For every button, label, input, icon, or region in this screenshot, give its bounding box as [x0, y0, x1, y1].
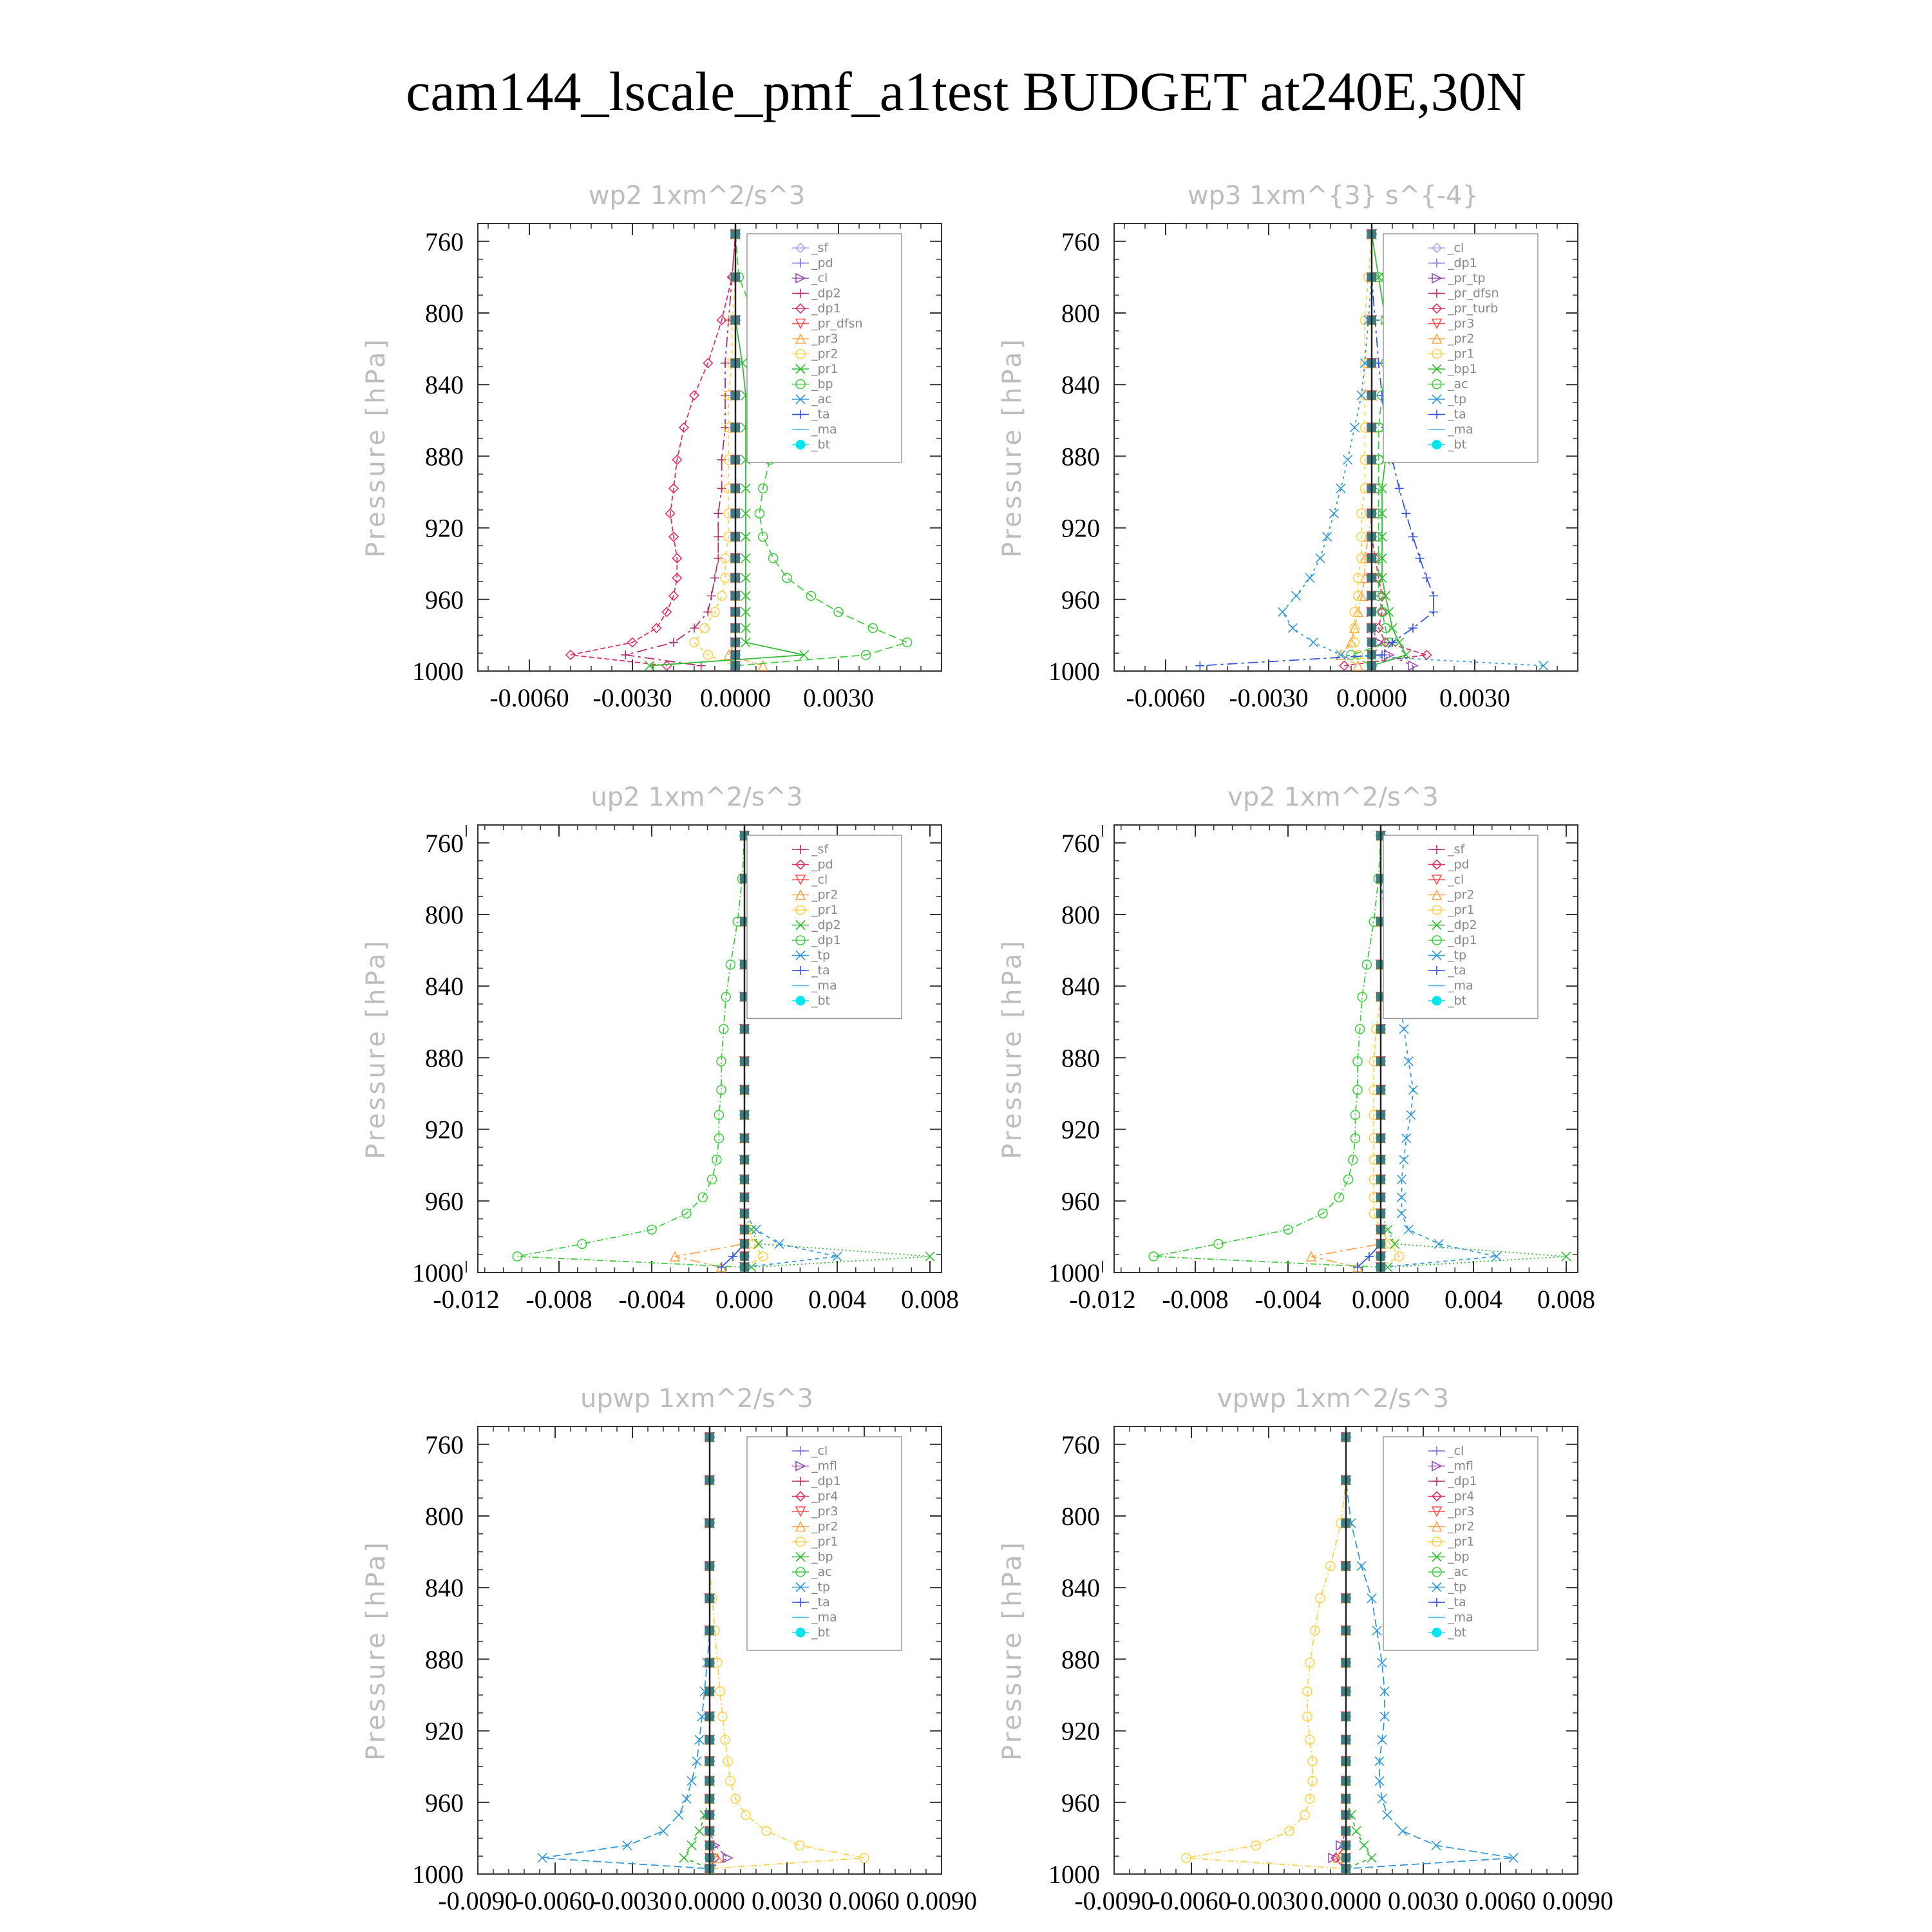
legend-marker: [1432, 996, 1441, 1005]
series-point-tp: [1336, 484, 1345, 493]
series-line-pr4: [1336, 1437, 1346, 1869]
series-point-dp1: [652, 623, 661, 632]
legend-entry: _pr1: [811, 1535, 838, 1549]
legend-entry: _pd: [811, 857, 833, 872]
legend-entry: _tp: [811, 948, 831, 963]
x-tick-label: 0.0030: [803, 683, 874, 712]
legend-entry: _sf: [811, 241, 829, 255]
legend-entry: _pd: [811, 256, 833, 270]
x-tick-label: 0.008: [901, 1285, 959, 1314]
x-tick-label: -0.0030: [592, 1886, 672, 1915]
legend-entry: _ma: [811, 1610, 837, 1625]
series-point-pr2: [690, 638, 699, 647]
legend-entry: _ma: [1448, 1610, 1473, 1625]
legend-entry: _cl: [1448, 1444, 1464, 1458]
legend-entry: _cl: [1448, 873, 1464, 887]
legend-entry: _pr3: [1448, 1504, 1475, 1519]
legend-entry: _sf: [1448, 842, 1465, 857]
y-tick-label: 920: [1061, 513, 1100, 543]
series-point-tp: [1383, 1810, 1392, 1819]
legend-entry: _ta: [1448, 407, 1466, 422]
y-tick-label: 1000: [412, 1860, 464, 1889]
x-tick-label: 0.008: [1537, 1285, 1595, 1314]
y-tick-label: 920: [425, 1115, 464, 1144]
y-tick-label: 760: [425, 227, 464, 256]
series-point-pr2: [717, 591, 726, 600]
series-point-tp: [1399, 1155, 1408, 1164]
legend-entry: _dp1: [811, 933, 841, 947]
legend-entry: _bp: [811, 1549, 833, 1564]
legend-entry: _pr_tp: [1448, 271, 1486, 285]
legend-entry: _tp: [1448, 1580, 1467, 1595]
legend-entry: _pr2: [1448, 1519, 1475, 1534]
legend-marker: [796, 1628, 805, 1637]
legend-entry: _pr1: [811, 903, 838, 917]
series-point-dp1: [1214, 1240, 1223, 1249]
series-point-tp: [1398, 1826, 1407, 1835]
legend-entry: _pr3: [1448, 316, 1475, 331]
series-point-tp: [659, 1826, 668, 1835]
series-point-dp2: [707, 591, 716, 600]
x-tick-label: 0.000: [715, 1285, 773, 1314]
series-point-bp: [782, 573, 791, 582]
series-point-tp: [1357, 1562, 1366, 1571]
legend-entry: _pr2: [1448, 887, 1475, 902]
series-point-tp: [775, 1240, 784, 1249]
y-tick-label: 920: [425, 513, 464, 543]
legend-entry: _dp2: [811, 918, 841, 933]
legend-entry: _ta: [811, 407, 830, 422]
legend-entry: _dp1: [811, 1474, 841, 1488]
x-tick-label: 0.0090: [906, 1886, 977, 1915]
y-axis-label: Pressure [hPa]: [361, 938, 391, 1159]
y-axis-label: Pressure [hPa]: [998, 1540, 1027, 1761]
legend-entry: _bt: [811, 1625, 831, 1640]
series-line-mfl: [710, 1437, 728, 1869]
series-point-tp: [1329, 509, 1338, 518]
legend-entry: _dp1: [1448, 1474, 1477, 1488]
x-tick-label: -0.008: [1162, 1285, 1229, 1314]
x-tick-label: -0.012: [433, 1285, 500, 1314]
series-point-dp2: [714, 509, 723, 518]
series-point-dp2: [714, 533, 723, 542]
series-point-ta: [1422, 573, 1431, 582]
series-point-tp: [1434, 1240, 1443, 1249]
series-point-pr1: [860, 1853, 869, 1862]
legend-entry: _pr_dfsn: [811, 316, 863, 331]
series-point-pr1: [741, 1810, 750, 1819]
series-line-dp1: [1153, 836, 1381, 1267]
legend-entry: _bt: [811, 994, 831, 1008]
legend-entry: _mfl: [811, 1459, 837, 1473]
legend-entry: _pd: [1448, 857, 1470, 872]
y-tick-label: 840: [1061, 1573, 1100, 1603]
x-tick-label: -0.0030: [1229, 1886, 1309, 1915]
series-point-tp: [1408, 1085, 1417, 1094]
legend-marker: [796, 996, 805, 1005]
panel-title: vpwp 1xm^2/s^3: [1217, 1384, 1450, 1414]
legend-entry: _pr3: [811, 332, 838, 346]
y-tick-label: 840: [425, 972, 464, 1001]
y-tick-label: 1000: [1048, 1860, 1100, 1889]
x-tick-label: 0.0060: [1465, 1886, 1536, 1915]
series-point-dp1: [662, 661, 671, 670]
series-point-tp: [1316, 554, 1325, 563]
y-axis-label: Pressure [hPa]: [998, 337, 1027, 558]
x-tick-label: 0.0030: [1439, 683, 1510, 712]
series-point-tp: [1397, 1209, 1406, 1218]
legend-entry: _pr2: [1448, 332, 1475, 346]
y-tick-label: 880: [1061, 442, 1100, 471]
y-tick-label: 800: [425, 1502, 464, 1531]
x-tick-label: 0.0000: [1311, 1886, 1381, 1915]
y-tick-label: 880: [425, 1645, 464, 1674]
legend-entry: _pr3: [811, 1504, 838, 1519]
y-tick-label: 840: [1061, 370, 1100, 400]
y-tick-label: 760: [425, 828, 464, 858]
series-point-tp: [674, 1810, 683, 1819]
panel-title: vp2 1xm^2/s^3: [1227, 782, 1439, 812]
series-line-pr2: [1311, 836, 1381, 1267]
series-point-pr3: [759, 661, 768, 670]
legend-entry: _tp: [811, 1580, 831, 1595]
series-point-bp: [1367, 1853, 1376, 1862]
series-point-tp: [1292, 591, 1301, 600]
series-line-dp1: [517, 836, 744, 1267]
series-line-tp: [542, 1437, 710, 1869]
legend-entry: _ma: [1448, 978, 1473, 993]
series-point-bp: [903, 638, 912, 647]
series-point-bp: [1359, 1841, 1368, 1850]
x-tick-label: -0.0090: [1074, 1886, 1154, 1915]
x-tick-label: -0.0030: [1229, 683, 1309, 712]
legend-entry: _bp: [811, 377, 833, 392]
series-line-pr2: [1338, 1437, 1346, 1869]
legend-entry: _dp1: [1448, 256, 1477, 270]
y-tick-label: 800: [1061, 900, 1100, 929]
legend-entry: _ma: [811, 978, 837, 993]
series-point-ta: [1395, 484, 1404, 493]
series-point-tp: [1309, 638, 1318, 647]
legend-entry: _bp: [1448, 1549, 1470, 1564]
y-tick-label: 880: [1061, 1645, 1100, 1674]
y-tick-label: 960: [425, 1186, 464, 1216]
legend-entry: _cl: [811, 873, 828, 887]
legend-entry: _bt: [1448, 1625, 1467, 1640]
series-line-ta: [721, 836, 744, 1267]
y-tick-label: 920: [425, 1716, 464, 1746]
legend-entry: _ma: [811, 422, 837, 437]
series-point-tp: [752, 1225, 761, 1234]
legend-entry: _pr_turb: [1448, 301, 1499, 316]
legend-entry: _pr1: [1448, 1535, 1475, 1549]
y-tick-label: 960: [425, 585, 464, 614]
series-point-ta: [1429, 607, 1438, 616]
series-point-tp: [1399, 1025, 1408, 1034]
chart-panel-4: [998, 782, 1595, 1314]
x-tick-label: 0.0000: [674, 1886, 745, 1915]
series-line-pr2: [694, 234, 735, 666]
series-point-tp: [1323, 533, 1332, 542]
x-tick-label: -0.004: [1255, 1285, 1321, 1314]
series-point-tp: [1404, 1225, 1413, 1234]
series-point-dp1: [708, 1175, 717, 1184]
series-point-tp: [1278, 607, 1287, 616]
series-point-tp: [1288, 623, 1297, 632]
series-point-ta: [1401, 509, 1410, 518]
chart-panel-2: [998, 181, 1578, 712]
legend-entry: _bt: [1448, 437, 1467, 452]
y-tick-label: 920: [1061, 1115, 1100, 1144]
series-point-pr1: [749, 1240, 758, 1249]
panel-title: wp3 1xm^{3} s^{-4}: [1187, 181, 1479, 211]
x-tick-label: -0.0060: [1126, 683, 1206, 712]
legend-entry: _tp: [1448, 948, 1467, 963]
legend-entry: _ta: [811, 963, 830, 978]
y-tick-label: 800: [1061, 1502, 1100, 1531]
series-point-tp: [1350, 423, 1359, 432]
series-line-bp: [1346, 1437, 1372, 1869]
y-tick-label: 840: [425, 1573, 464, 1603]
legend-entry: _bt: [1448, 994, 1467, 1008]
chart-panel-6: [998, 1384, 1613, 1915]
y-tick-label: 1000: [1048, 657, 1100, 686]
legend-entry: _pr2: [811, 887, 838, 902]
series-line-ta: [1358, 836, 1381, 1267]
legend-entry: _cl: [811, 271, 828, 285]
series-point-pr2: [700, 623, 709, 632]
x-tick-label: 0.004: [1444, 1285, 1502, 1314]
legend-entry: _bp1: [1448, 362, 1477, 376]
series-point-tp: [692, 1757, 701, 1766]
series-line-pr1: [1354, 234, 1372, 666]
legend-entry: _pr2: [811, 1519, 838, 1534]
x-tick-label: -0.0060: [1151, 1886, 1231, 1915]
legend-marker: [1432, 1628, 1441, 1637]
legend-entry: _ac: [1448, 1565, 1468, 1579]
panel-title: up2 1xm^2/s^3: [591, 782, 803, 812]
legend-entry: _ta: [811, 1595, 830, 1609]
legend-entry: _dp1: [811, 301, 841, 316]
page-title: cam144_lscale_pmf_a1test BUDGET at240E,30N: [406, 61, 1526, 122]
x-tick-label: -0.0090: [438, 1886, 518, 1915]
series-point-bp: [687, 1841, 696, 1850]
series-point-tp: [682, 1794, 691, 1803]
series-point-dp1: [1344, 1175, 1353, 1184]
y-tick-label: 800: [425, 900, 464, 929]
y-tick-label: 760: [425, 1430, 464, 1459]
legend-entry: _pr1: [1448, 346, 1475, 361]
panel-title: wp2 1xm^2/s^3: [588, 181, 806, 211]
y-tick-label: 800: [425, 299, 464, 328]
x-tick-label: -0.0060: [489, 683, 569, 712]
legend-entry: _mfl: [1448, 1459, 1473, 1473]
series-point-dp2: [621, 650, 630, 659]
y-tick-label: 960: [1061, 585, 1100, 614]
legend-entry: _bt: [811, 437, 831, 452]
y-axis-label: Pressure [hPa]: [361, 337, 391, 558]
chart-panel-3: [361, 782, 959, 1314]
legend-entry: _dp2: [811, 286, 841, 301]
series-point-pr1: [795, 1841, 804, 1850]
series-point-bp: [679, 1853, 688, 1862]
legend-entry: _ac: [1448, 377, 1468, 392]
legend-entry: _pr_dfsn: [1448, 286, 1499, 301]
legend-entry: _ta: [1448, 1595, 1466, 1609]
x-tick-label: 0.0090: [1542, 1886, 1613, 1915]
x-tick-label: 0.0060: [829, 1886, 900, 1915]
legend-marker: [796, 440, 805, 450]
panel-title: upwp 1xm^2/s^3: [580, 1384, 813, 1414]
y-tick-label: 1000: [1048, 1258, 1100, 1287]
legend-entry: _sf: [811, 842, 829, 857]
legend-entry: _pr1: [1448, 903, 1475, 917]
x-tick-label: 0.0030: [1388, 1886, 1459, 1915]
series-line-pr2: [675, 836, 744, 1267]
y-tick-label: 880: [1061, 1043, 1100, 1073]
legend-entry: _cl: [811, 1444, 828, 1458]
series-point-bp: [695, 1826, 704, 1835]
series-point-ta: [1195, 661, 1204, 670]
legend-entry: _pr4: [1448, 1489, 1475, 1504]
x-tick-label: 0.0000: [700, 683, 771, 712]
x-tick-label: -0.008: [526, 1285, 592, 1314]
legend-entry: _pr4: [811, 1489, 838, 1504]
y-tick-label: 760: [1061, 1430, 1100, 1459]
legend-entry: _dp2: [1448, 918, 1477, 933]
series-point-ta: [1416, 554, 1425, 563]
y-tick-label: 880: [425, 442, 464, 471]
y-tick-label: 920: [1061, 1716, 1100, 1746]
series-point-ta: [1429, 591, 1438, 600]
y-tick-label: 1000: [412, 657, 464, 686]
series-point-pr2: [1354, 661, 1363, 670]
y-axis-label: Pressure [hPa]: [998, 938, 1027, 1159]
legend-entry: _tp: [1448, 392, 1467, 406]
legend-entry: _cl: [1448, 241, 1464, 255]
y-tick-label: 800: [1061, 299, 1100, 328]
series-point-tp: [1492, 1252, 1501, 1261]
legend-marker: [1432, 440, 1441, 450]
legend-entry: _ac: [811, 1565, 832, 1579]
x-tick-label: -0.004: [618, 1285, 685, 1314]
y-tick-label: 960: [425, 1788, 464, 1817]
y-axis-label: Pressure [hPa]: [361, 1540, 391, 1761]
legend-entry: _ac: [811, 392, 832, 406]
series-line-pr1: [1186, 1437, 1346, 1869]
y-tick-label: 960: [1061, 1186, 1100, 1216]
series-line-dp1: [571, 234, 735, 666]
series-point-tp: [1402, 1134, 1411, 1143]
x-tick-label: 0.000: [1352, 1285, 1410, 1314]
y-tick-label: 1000: [412, 1258, 464, 1287]
y-tick-label: 760: [1061, 828, 1100, 858]
x-tick-label: 0.004: [808, 1285, 866, 1314]
y-tick-label: 760: [1061, 227, 1100, 256]
x-tick-label: 0.0000: [1336, 683, 1407, 712]
x-tick-label: -0.012: [1069, 1285, 1136, 1314]
series-line-bp: [684, 1437, 710, 1869]
series-point-ta: [1408, 533, 1417, 542]
series-point-dp2: [710, 573, 719, 582]
series-point-tp: [1397, 1193, 1406, 1202]
x-tick-label: -0.0060: [515, 1886, 595, 1915]
series-point-tp: [1343, 455, 1352, 464]
legend-entry: _pr2: [811, 346, 838, 361]
legend-entry: _ma: [1448, 422, 1473, 437]
chart-panel-1: [361, 181, 942, 712]
series-point-tp: [1305, 573, 1314, 582]
series-point-dp2: [669, 638, 678, 647]
series-point-bp: [769, 554, 778, 563]
series-point-tp: [687, 1776, 696, 1785]
chart-panel-5: [361, 1384, 977, 1915]
series-line-mfl: [1333, 1437, 1346, 1869]
series-line-dp2: [625, 234, 735, 666]
y-tick-label: 960: [1061, 1788, 1100, 1817]
y-tick-label: 840: [425, 370, 464, 400]
y-tick-label: 880: [425, 1043, 464, 1073]
x-tick-label: -0.0030: [592, 683, 672, 712]
legend-entry: _ta: [1448, 963, 1466, 978]
series-point-dp1: [578, 1240, 587, 1249]
series-point-bp: [1352, 1826, 1361, 1835]
legend-entry: _pr1: [811, 362, 838, 376]
legend-entry: _dp1: [1448, 933, 1477, 947]
y-tick-label: 840: [1061, 972, 1100, 1001]
x-tick-label: 0.0030: [752, 1886, 822, 1915]
